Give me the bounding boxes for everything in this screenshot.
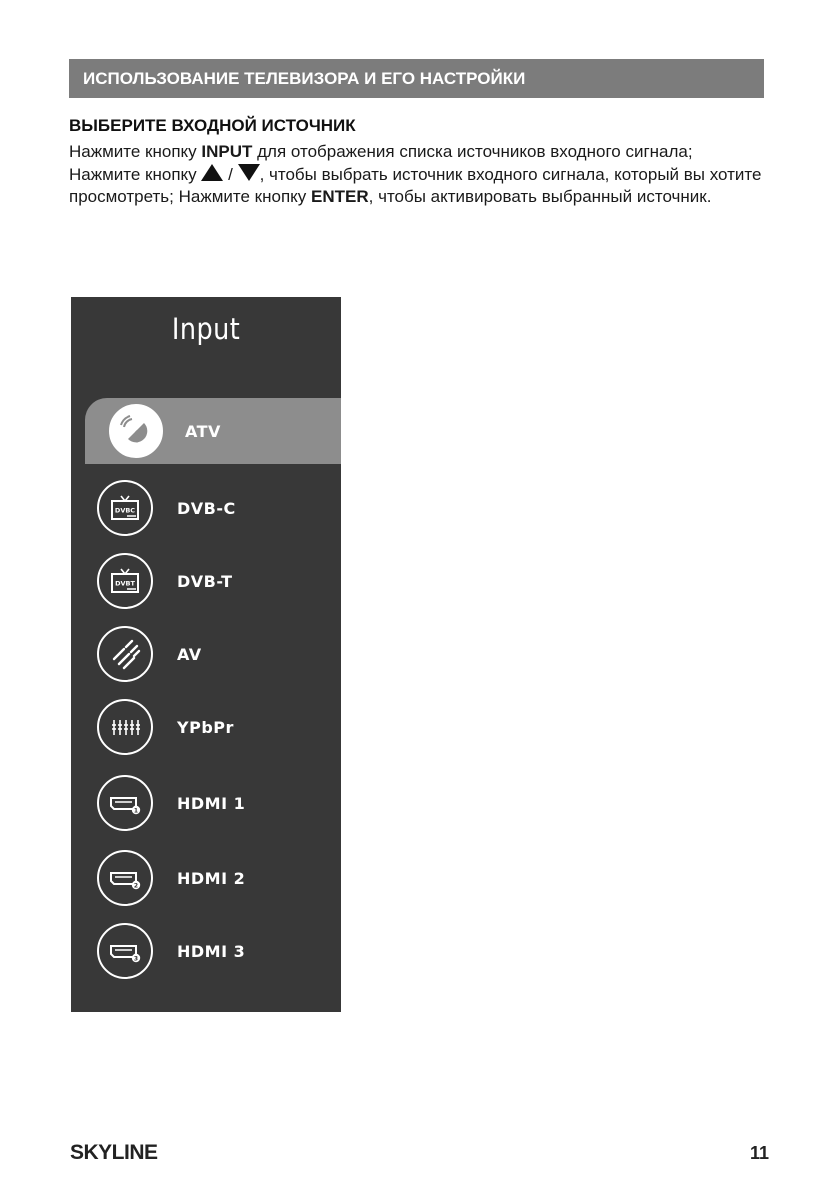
instruction-paragraph-2 <box>69 164 764 209</box>
down-arrow-icon <box>238 164 260 181</box>
source-item-hdmi-3[interactable] <box>85 918 341 984</box>
key-enter: ENTER <box>311 187 369 206</box>
source-item-hdmi-1[interactable] <box>85 770 341 836</box>
icon-text: DVBC <box>114 506 136 515</box>
source-label: HDMI 3 <box>177 941 246 961</box>
menu-title: Input <box>171 312 241 346</box>
source-item-atv[interactable] <box>85 398 341 464</box>
source-label: YPbPr <box>177 717 234 737</box>
icon-text: DVBT <box>115 579 135 588</box>
tv-input-menu <box>71 297 341 1012</box>
tv-dvbc-icon <box>97 480 153 536</box>
text-fragment: , чтобы выбрать источник входного сигнала, который вы хотите просмотреть; Нажмите кнопку <box>69 164 762 206</box>
source-label: DVB-T <box>177 571 233 591</box>
source-item-dvb-t[interactable] <box>85 548 341 614</box>
section-header-bar <box>69 59 764 98</box>
tv-dvbt-icon <box>97 553 153 609</box>
source-label: AV <box>177 644 202 664</box>
section-title: ИСПОЛЬЗОВАНИЕ ТЕЛЕВИЗОРА И ЕГО НАСТРОЙКИ <box>83 68 526 88</box>
av-cables-icon <box>97 626 153 682</box>
port-number: 1 <box>133 807 139 815</box>
source-label: HDMI 2 <box>177 868 246 888</box>
text-fragment: , чтобы активировать выбранный источник. <box>368 187 712 206</box>
text-fragment: Нажмите кнопку <box>69 164 202 184</box>
source-label: HDMI 1 <box>177 793 246 813</box>
instruction-paragraph-1 <box>69 141 764 164</box>
text-fragment: / <box>223 164 238 184</box>
page-number: 11 <box>749 1143 769 1163</box>
key-input: INPUT <box>201 142 253 161</box>
component-cables-icon <box>97 699 153 755</box>
instructions-text <box>69 141 764 209</box>
hdmi-1-icon <box>97 775 153 831</box>
source-item-dvb-c[interactable] <box>85 475 341 541</box>
hdmi-3-icon <box>97 923 153 979</box>
up-arrow-icon <box>201 164 223 181</box>
source-item-hdmi-2[interactable] <box>85 845 341 911</box>
port-number: 3 <box>133 955 139 963</box>
text-fragment: для отображения списка источников входного сигнала; <box>252 142 693 161</box>
brand-logo: SKYLINE <box>70 1141 158 1164</box>
source-item-ypbpr[interactable] <box>85 694 341 760</box>
port-number: 2 <box>133 882 139 890</box>
source-label: DVB-C <box>177 498 236 518</box>
hdmi-2-icon <box>97 850 153 906</box>
source-label: ATV <box>185 421 221 441</box>
subheading: ВЫБЕРИТЕ ВХОДНОЙ ИСТОЧНИК <box>69 116 356 135</box>
source-item-av[interactable] <box>85 621 341 687</box>
satellite-dish-icon <box>109 404 163 458</box>
text-fragment: Нажмите кнопку <box>69 142 202 161</box>
